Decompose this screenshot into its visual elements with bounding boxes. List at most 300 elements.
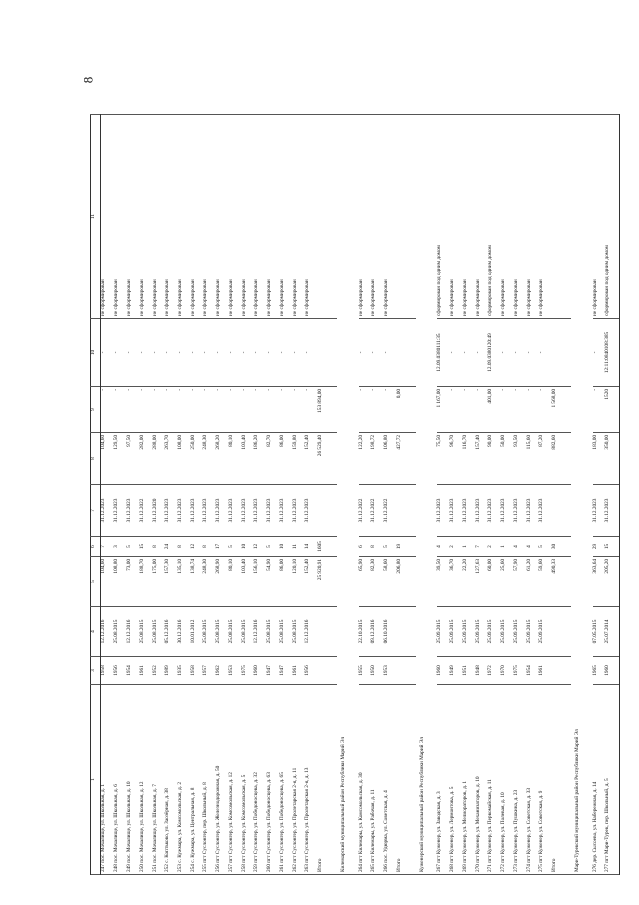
table-cell: 1962 bbox=[216, 657, 229, 685]
table-cell: 29 bbox=[593, 537, 606, 557]
column-header: 6 bbox=[91, 537, 101, 557]
table-cell: 251 пос. Мочалище, ул. Школьная, д. 7 bbox=[153, 685, 166, 875]
table-cell: не сформирован bbox=[140, 115, 153, 319]
table-cell: 59,60 bbox=[539, 557, 552, 607]
table-cell bbox=[397, 115, 416, 319]
table-cell: 31.12.2022 bbox=[371, 485, 384, 537]
table-row bbox=[140, 115, 153, 875]
table-cell: - bbox=[140, 387, 153, 433]
table-row bbox=[216, 115, 229, 875]
table-row bbox=[101, 115, 115, 875]
table-cell: не сформирован bbox=[371, 115, 384, 319]
table-cell: 31.12.2022 bbox=[384, 485, 397, 537]
table-cell: 250 пос. Мочалище, ул. Школьная, д. 12 bbox=[140, 685, 153, 875]
table-cell: 252 с. Коптьково, ул. Заозёрная, д. 38 bbox=[165, 685, 178, 875]
total-row bbox=[552, 115, 571, 875]
table-cell: - bbox=[242, 319, 255, 387]
table-cell: 260 пгт Суслонгер, ул. Победоносцева, д. 63 bbox=[267, 685, 280, 875]
table-cell: 256 пгт Суслонгер, ул. Железнодорожная, д. 50 bbox=[216, 685, 229, 875]
table-cell: 31.12.2023 bbox=[178, 485, 191, 537]
table-row bbox=[593, 115, 606, 875]
table-cell: 1954 bbox=[127, 657, 140, 685]
table-cell: 5 bbox=[267, 537, 280, 557]
table-row bbox=[371, 115, 384, 875]
table-cell: - bbox=[229, 387, 242, 433]
document-table-rotated bbox=[90, 115, 620, 875]
table-cell: 1958 bbox=[101, 657, 115, 685]
table-cell: 1948 bbox=[476, 657, 489, 685]
table-cell: - bbox=[527, 387, 540, 433]
table-cell: 30 bbox=[552, 537, 571, 557]
section-heading-row bbox=[416, 115, 437, 875]
table-cell: 1958 bbox=[191, 657, 204, 685]
table-cell: 258 пгт Суслонгер, ул. Комсомольская, д. 5 bbox=[242, 685, 255, 875]
table-cell bbox=[552, 607, 571, 657]
table-cell: 116,70 bbox=[463, 433, 476, 485]
table-cell: 2 bbox=[488, 537, 501, 557]
table-cell: - bbox=[371, 387, 384, 433]
table-cell: 61,20 bbox=[527, 557, 540, 607]
table-cell: 57,90 bbox=[514, 557, 527, 607]
table-cell bbox=[552, 319, 571, 387]
table-cell: не сформирован bbox=[463, 115, 476, 319]
table-cell: 7 bbox=[476, 537, 489, 557]
table-cell: 75,50 bbox=[437, 433, 450, 485]
table-cell: 261 пгт Суслонгер, ул. Победоносцева, д. 65 bbox=[280, 685, 293, 875]
table-cell: 12.12.2016 bbox=[305, 607, 318, 657]
table-cell: 82,30 bbox=[371, 557, 384, 607]
table-cell: 188,70 bbox=[140, 557, 153, 607]
table-cell: 259 пгт Суслонгер, ул. Победоносцева, д. 32 bbox=[254, 685, 267, 875]
table-cell bbox=[318, 115, 337, 319]
table-cell: 268,90 bbox=[216, 557, 229, 607]
table-cell: 1957 bbox=[203, 657, 216, 685]
table-cell: 5 bbox=[127, 537, 140, 557]
table-cell: 8 bbox=[371, 537, 384, 557]
table-cell: - bbox=[267, 387, 280, 433]
table-cell: Итого bbox=[397, 685, 416, 875]
table-row bbox=[178, 115, 191, 875]
table-cell: 1605 bbox=[318, 537, 337, 557]
table-cell: 427,72 bbox=[397, 433, 416, 485]
table-cell: 90,00 bbox=[488, 433, 501, 485]
table-row bbox=[153, 115, 166, 875]
table-cell: 12.12.2016 bbox=[101, 607, 115, 657]
table-cell: не сформирован bbox=[501, 115, 514, 319]
table-cell: 54,90 bbox=[267, 557, 280, 607]
table-cell: 275 пгт Куженер, ул. Советская, д. 9 bbox=[539, 685, 552, 875]
table-cell: 25.08.2015 bbox=[203, 607, 216, 657]
table-cell: - bbox=[178, 387, 191, 433]
table-cell: 282,00 bbox=[140, 433, 153, 485]
table-cell: 1956 bbox=[305, 657, 318, 685]
table-row bbox=[437, 115, 450, 875]
table-cell: - bbox=[153, 387, 166, 433]
table-cell: 60,00 bbox=[488, 557, 501, 607]
column-header: 8 bbox=[91, 433, 101, 485]
total-row bbox=[397, 115, 416, 875]
table-cell: 262 пгт Суслонгер, ул. Пролетарская 2-я, д. 11 bbox=[293, 685, 306, 875]
table-cell: 103,40 bbox=[242, 557, 255, 607]
table-cell bbox=[552, 115, 571, 319]
table-cell: 104,60 bbox=[101, 557, 115, 607]
table-cell: не сформирован bbox=[191, 115, 204, 319]
table-row bbox=[450, 115, 463, 875]
table-cell: не сформирован bbox=[216, 115, 229, 319]
table-cell: 25.08.2015 bbox=[216, 607, 229, 657]
table-row bbox=[476, 115, 489, 875]
table-cell: 248,30 bbox=[203, 557, 216, 607]
table-cell: 39,50 bbox=[437, 557, 450, 607]
table-cell: 73,00 bbox=[127, 557, 140, 607]
table-cell: - bbox=[267, 319, 280, 387]
table-cell: 268 пгт Куженер, ул. Лермонтова, д. 5 bbox=[450, 685, 463, 875]
table-cell: 22,20 bbox=[463, 557, 476, 607]
table-cell: - bbox=[114, 319, 127, 387]
table-cell: - bbox=[140, 319, 153, 387]
table-cell bbox=[397, 657, 416, 685]
table-cell: 25 920,91 bbox=[318, 557, 337, 607]
table-cell: - bbox=[242, 387, 255, 433]
table-cell: 8 bbox=[178, 537, 191, 557]
table-cell: 156,10 bbox=[254, 557, 267, 607]
table-cell: не сформирован bbox=[476, 115, 489, 319]
table-cell: 273 пгт Куженер, ул. Пушкина, д. 23 bbox=[514, 685, 527, 875]
table-cell: - bbox=[501, 387, 514, 433]
table-cell: 31.12.2023 bbox=[539, 485, 552, 537]
table-cell: - bbox=[203, 387, 216, 433]
table-cell: - bbox=[371, 319, 384, 387]
section-heading: Мари-Турекский муниципальный район Республики Марий Эл bbox=[571, 115, 592, 875]
table-cell: 4 bbox=[514, 537, 527, 557]
table-cell: 80,10 bbox=[229, 557, 242, 607]
section-heading-row bbox=[571, 115, 592, 875]
table-cell: 10.01.2012 bbox=[191, 607, 204, 657]
table-cell: 5 bbox=[384, 537, 397, 557]
table-cell: 31.12.2023 bbox=[127, 485, 140, 537]
table-cell: 104,60 bbox=[101, 433, 115, 485]
table-cell: 1947 bbox=[280, 657, 293, 685]
table-cell: 31.12.2023 bbox=[242, 485, 255, 537]
table-row bbox=[254, 115, 267, 875]
table-cell: 25.09.2015 bbox=[450, 607, 463, 657]
table-cell: 25.08.2015 bbox=[114, 607, 127, 657]
table-cell: 24 bbox=[165, 537, 178, 557]
table-cell: 108,80 bbox=[114, 557, 127, 607]
table-cell: 248,30 bbox=[203, 433, 216, 485]
table-cell: 31.12.2023 bbox=[267, 485, 280, 537]
table-cell: 12.09.0380111:35 bbox=[437, 319, 450, 387]
table-cell: 25.08.2015 bbox=[267, 607, 280, 657]
table-cell: 152,40 bbox=[305, 557, 318, 607]
column-header: 7 bbox=[91, 485, 101, 537]
table-cell: 206,80 bbox=[397, 557, 416, 607]
table-cell: 1975 bbox=[242, 657, 255, 685]
table-cell: 05.12.2016 bbox=[165, 607, 178, 657]
table-row bbox=[229, 115, 242, 875]
column-header: 10 bbox=[91, 319, 101, 387]
table-cell: 1970 bbox=[501, 657, 514, 685]
table-cell: 31.12.2023 bbox=[476, 485, 489, 537]
table-cell: не сформирован bbox=[153, 115, 166, 319]
table-cell: - bbox=[216, 319, 229, 387]
table-cell: 882,60 bbox=[552, 433, 571, 485]
table-row bbox=[359, 115, 372, 875]
table-cell bbox=[397, 319, 416, 387]
table-cell: 36,70 bbox=[450, 557, 463, 607]
table-cell: 31.12.2022 bbox=[140, 485, 153, 537]
table-cell: 25.09.2015 bbox=[437, 607, 450, 657]
table-cell: 1956 bbox=[114, 657, 127, 685]
table-cell: 363,64 bbox=[593, 557, 606, 607]
table-cell: 07.05.2015 bbox=[593, 607, 606, 657]
table-cell: 1935 bbox=[178, 657, 191, 685]
table-cell: 401,00 bbox=[488, 387, 501, 433]
column-header: 5 bbox=[91, 557, 101, 607]
table-cell: 8 bbox=[203, 537, 216, 557]
table-cell: не сформирован bbox=[203, 115, 216, 319]
table-cell: - bbox=[178, 319, 191, 387]
table-cell: - bbox=[216, 387, 229, 433]
table-cell: 103,40 bbox=[242, 433, 255, 485]
table-cell: 15 bbox=[140, 537, 153, 557]
table-cell: 108,00 bbox=[178, 433, 191, 485]
table-cell: 25.09.2015 bbox=[476, 607, 489, 657]
table-row bbox=[114, 115, 127, 875]
table-cell: 1960 bbox=[605, 657, 619, 685]
table-cell: 6 bbox=[359, 537, 372, 557]
table-cell: не сформирован bbox=[359, 115, 372, 319]
table-row bbox=[488, 115, 501, 875]
table-cell: - bbox=[450, 319, 463, 387]
table-cell: Итого bbox=[552, 685, 571, 875]
table-cell: 106,80 bbox=[384, 433, 397, 485]
table-cell: 272 пгт Куженер, ул. Полевая, д. 10 bbox=[501, 685, 514, 875]
table-row bbox=[280, 115, 293, 875]
table-cell: 288,00 bbox=[153, 433, 166, 485]
table-cell: не сформирован bbox=[127, 115, 140, 319]
table-cell: 25.09.2015 bbox=[527, 607, 540, 657]
table-cell: 65,90 bbox=[359, 557, 372, 607]
table-cell: 274 пгт Куженер, ул. Советская, д. 33 bbox=[527, 685, 540, 875]
table-cell: - bbox=[191, 387, 204, 433]
table-header-row bbox=[91, 115, 101, 875]
table-row bbox=[605, 115, 619, 875]
table-cell: 31.12.2023 bbox=[165, 485, 178, 537]
table-cell: 1961 bbox=[293, 657, 306, 685]
table-cell: 264 пгт Килемары, ул. Комсомольская, д. 30 bbox=[359, 685, 372, 875]
table-cell: 157,30 bbox=[165, 557, 178, 607]
table-cell: 3 bbox=[114, 537, 127, 557]
table-cell: не сформирован bbox=[305, 115, 318, 319]
table-cell: 93,50 bbox=[514, 433, 527, 485]
table-cell: - bbox=[203, 319, 216, 387]
table-cell: - bbox=[476, 319, 489, 387]
table-cell: не сформирован bbox=[450, 115, 463, 319]
table-cell: 06.10.2016 bbox=[384, 607, 397, 657]
column-header: 11 bbox=[91, 115, 101, 319]
table-cell: - bbox=[293, 387, 306, 433]
table-cell: 1965 bbox=[593, 657, 606, 685]
housing-table bbox=[90, 114, 620, 875]
table-cell: 247 пос. Мочалище, ул. Школьная, д. 1 bbox=[101, 685, 115, 875]
table-cell: 5 bbox=[229, 537, 242, 557]
table-cell: 1 bbox=[463, 537, 476, 557]
table-cell: 263 пгт Суслонгер, ул. Пролетарская 2-я, д. 13 bbox=[305, 685, 318, 875]
table-cell: - bbox=[359, 319, 372, 387]
table-row bbox=[463, 115, 476, 875]
section-heading: Килемарский муниципальный район Республики Марий Эл bbox=[337, 115, 358, 875]
table-cell: - bbox=[539, 319, 552, 387]
table-cell: 1952 bbox=[153, 657, 166, 685]
table-cell bbox=[318, 607, 337, 657]
table-cell: 82,70 bbox=[267, 433, 280, 485]
table-cell: 265 пгт Килемары, ул. Рабочая, д. 11 bbox=[371, 685, 384, 875]
table-cell: 97,50 bbox=[127, 433, 140, 485]
table-cell: - bbox=[593, 319, 606, 387]
table-cell: 205,20 bbox=[605, 557, 619, 607]
table-cell: 1953 bbox=[229, 657, 242, 685]
table-cell: 31.12.2023 bbox=[305, 485, 318, 537]
table-cell: Итого bbox=[318, 685, 337, 875]
table-row bbox=[539, 115, 552, 875]
table-cell: не сформирован bbox=[280, 115, 293, 319]
table-cell: 25.09.2015 bbox=[463, 607, 476, 657]
table-cell: 25,60 bbox=[501, 557, 514, 607]
table-cell: 198,72 bbox=[371, 433, 384, 485]
table-row bbox=[191, 115, 204, 875]
table-cell: 8 bbox=[153, 537, 166, 557]
table-cell: 31.12.2023 bbox=[101, 485, 115, 537]
table-cell: 19 bbox=[397, 537, 416, 557]
table-cell: 31.12.2023 bbox=[463, 485, 476, 537]
table-cell: - bbox=[293, 319, 306, 387]
table-cell: - bbox=[165, 387, 178, 433]
column-header: 9 bbox=[91, 387, 101, 433]
table-cell: 254 с. Кужмара, ул. Центральная, д. 8 bbox=[191, 685, 204, 875]
table-cell: 1961 bbox=[539, 657, 552, 685]
table-cell: - bbox=[101, 387, 115, 433]
table-cell: 1950 bbox=[371, 657, 384, 685]
table-cell: 31.12.2023 bbox=[605, 485, 619, 537]
table-cell bbox=[318, 485, 337, 537]
table-cell: 1955 bbox=[359, 657, 372, 685]
table-row bbox=[267, 115, 280, 875]
table-cell: - bbox=[153, 319, 166, 387]
table-cell: 271 пгт Куженер, ул. Первомайская, д. 11 bbox=[488, 685, 501, 875]
table-cell: 0,00 bbox=[397, 387, 416, 433]
table-row bbox=[384, 115, 397, 875]
table-cell: 250,00 bbox=[191, 433, 204, 485]
table-cell: 1949 bbox=[450, 657, 463, 685]
table-cell: 10 bbox=[280, 537, 293, 557]
table-cell: - bbox=[254, 319, 267, 387]
table-cell: - bbox=[463, 319, 476, 387]
table-cell: 4 bbox=[437, 537, 450, 557]
table-cell: 1972 bbox=[488, 657, 501, 685]
section-heading: Куженерский муниципальный район Республики Марий Эл bbox=[416, 115, 437, 875]
table-cell: 1 bbox=[501, 537, 514, 557]
total-row bbox=[318, 115, 337, 875]
table-row bbox=[514, 115, 527, 875]
table-cell: 31.12.2023 bbox=[254, 485, 267, 537]
table-row bbox=[203, 115, 216, 875]
table-row bbox=[165, 115, 178, 875]
table-cell: 12.12.2016 bbox=[127, 607, 140, 657]
table-cell: 1 167,00 bbox=[437, 387, 450, 433]
table-cell: 12.12.2016 bbox=[254, 607, 267, 657]
table-cell: - bbox=[593, 387, 606, 433]
table-cell: 350,00 bbox=[605, 433, 619, 485]
table-cell: 153 894,00 bbox=[318, 387, 337, 433]
table-cell: 127,63 bbox=[476, 557, 489, 607]
table-cell: 152,40 bbox=[305, 433, 318, 485]
table-cell: 270 пгт Куженер, ул. Механизаторов, д. 10 bbox=[476, 685, 489, 875]
table-cell: 09.12.2016 bbox=[371, 607, 384, 657]
table-cell: 1 568,00 bbox=[552, 387, 571, 433]
table-cell: - bbox=[229, 319, 242, 387]
table-cell: 25.08.2015 bbox=[153, 607, 166, 657]
table-cell: - bbox=[127, 387, 140, 433]
table-cell: 96,70 bbox=[450, 433, 463, 485]
table-cell: - bbox=[384, 319, 397, 387]
table-cell: 31.12.2023 bbox=[450, 485, 463, 537]
table-cell: 14 bbox=[305, 537, 318, 557]
table-cell: 11 bbox=[293, 537, 306, 557]
table-cell: - bbox=[384, 387, 397, 433]
column-header: 4 bbox=[91, 607, 101, 657]
table-cell: 31.12.2023 bbox=[293, 485, 306, 537]
table-cell: не сформирован bbox=[384, 115, 397, 319]
table-cell: 25.09.2015 bbox=[514, 607, 527, 657]
table-cell: 31.12.2020 bbox=[153, 485, 166, 537]
table-cell: 1953 bbox=[384, 657, 397, 685]
table-cell: 253 с. Кужмара, ул. Комсомольская, д. 2 bbox=[178, 685, 191, 875]
table-cell: 120,10 bbox=[293, 557, 306, 607]
table-cell: 31.12.2023 bbox=[514, 485, 527, 537]
table-cell: - bbox=[305, 387, 318, 433]
table-cell: не сформирован bbox=[165, 115, 178, 319]
table-cell: 86,00 bbox=[280, 433, 293, 485]
table-row bbox=[527, 115, 540, 875]
table-cell: 50,00 bbox=[501, 433, 514, 485]
table-cell: 31.12.2023 bbox=[280, 485, 293, 537]
table-cell bbox=[552, 485, 571, 537]
page-number: 8 bbox=[80, 76, 96, 84]
table-cell: 31.12.2023 bbox=[437, 485, 450, 537]
table-cell: не сформирован bbox=[178, 115, 191, 319]
table-cell: 1961 bbox=[140, 657, 153, 685]
section-heading-row bbox=[337, 115, 358, 875]
table-cell: 277 пгт Мари-Турек, пер. Школьный, д. 5 bbox=[605, 685, 619, 875]
table-cell: 12.09.0380120:49 bbox=[488, 319, 501, 387]
table-cell: не сформирован bbox=[267, 115, 280, 319]
table-cell: 87,20 bbox=[539, 433, 552, 485]
table-cell: 31.12.2023 bbox=[216, 485, 229, 537]
table-cell: 25.08.2015 bbox=[229, 607, 242, 657]
table-cell: - bbox=[114, 387, 127, 433]
table-cell: 31.12.2023 bbox=[229, 485, 242, 537]
table-cell: 1989 bbox=[165, 657, 178, 685]
table-cell: 17 bbox=[216, 537, 229, 557]
table-cell: 25.09.2015 bbox=[488, 607, 501, 657]
table-row bbox=[501, 115, 514, 875]
table-cell: 2 bbox=[450, 537, 463, 557]
table-cell: 86,00 bbox=[280, 557, 293, 607]
table-cell: 4 bbox=[527, 537, 540, 557]
table-cell: - bbox=[514, 387, 527, 433]
table-cell: 25.08.2015 bbox=[293, 607, 306, 657]
